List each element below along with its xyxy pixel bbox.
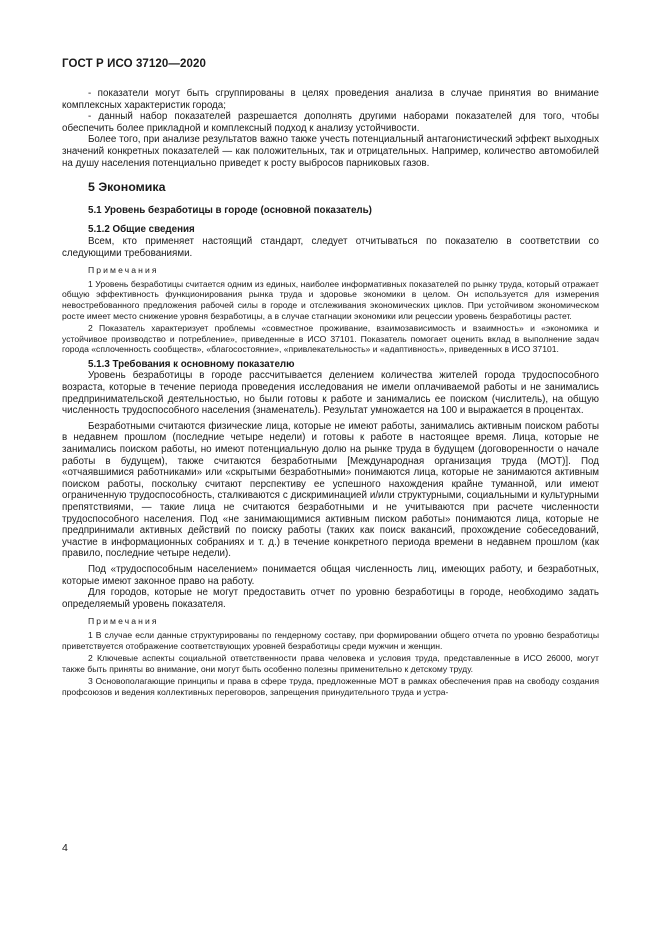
note: 1 В случае если данные структурированы по гендерному составу, при формировании общего отчета по уровню безработицы приветствуется отображение соответствующих уровней безработицы среди мужчин и женщин. <box>62 629 599 651</box>
requirements-paragraph: Для городов, которые не могут предоставить отчет по уровню безработицы в городе, необходимо задать определяемый уровень показателя. <box>62 587 599 610</box>
page-number: 4 <box>62 842 68 854</box>
requirements-paragraph: Под «трудоспособным населением» понимается общая численность лиц, имеющих работу, и безработных, которые имеют законное право на работу. <box>62 563 599 587</box>
intro-paragraph: - данный набор показателей разрешается дополнять другими наборами показателей для того, чтобы обеспечить более прикладной и комплексный подход к анализу устойчивости. <box>62 111 599 134</box>
note: 1 Уровень безработицы считается одним из единых, наиболее информативных показателей по рынку труда, который отражает общую эффективность функционирования рынка труда и здоровье экономики в целом. Он используется для измерения невостребованного предложения рабочей силы в городе и отслеживания экономических циклов. При устойчивом экономическом росте имеет место снижение уровня безработицы, а в случае стагнации экономики или рецессии уровень безработицы растет. <box>62 278 599 321</box>
subsection-heading: 5.1 Уровень безработицы в городе (основной показатель) <box>88 204 372 216</box>
section-heading: 5 Экономика <box>88 180 166 195</box>
note: 2 Показатель характеризует проблемы «совместное проживание, взаимозависимость и взаимность» и «экономика и устойчивое производство и потребление», приведенные в ИСО 37101. Показатель помогает оценить вклад в выполнение задач города «сплоченность сообществ», «благосостояние», «привлекательность» и «адаптивность», приведенных в ИСО 37101. <box>62 323 599 355</box>
general-heading: 5.1.2 Общие сведения <box>88 224 195 236</box>
page-content <box>62 88 599 700</box>
intro-paragraph: - показатели могут быть сгруппированы в целях проведения анализа в случае принятия во внимание комплексных характеристик города; <box>62 88 599 111</box>
notes-title: Примечания <box>88 616 159 627</box>
notes-title: Примечания <box>88 265 159 276</box>
note: 2 Ключевые аспекты социальной ответственности права человека и условия труда, представленные в ИСО 26000, могут также быть приняты во внимание, они могут быть особенно полезны применительно к детскому труду. <box>62 653 599 674</box>
intro-paragraph: Более того, при анализе результатов важно также учесть потенциальный антагонистический эффект выходных значений конкретных показателей — как положительных, так и отрицательных. Например, количество автомобилей на душу населения потенциально приведет к росту выбросов парниковых газов. <box>62 134 599 169</box>
general-text: Всем, кто применяет настоящий стандарт, следует отчитываться по показателю в соответствии со следующими требованиями. <box>62 235 599 259</box>
document-header: ГОСТ Р ИСО 37120—2020 <box>62 58 207 70</box>
requirements-paragraph: Уровень безработицы в городе рассчитывается делением количества жителей города трудоспособного возраста, которые в течение периода проведения исследования не имели оплачиваемой работы и не занимались предпринимательской деятельностью, но были готовы к работе и занимались ее поиском (числитель), на общую численность трудоспособного населения (знаменатель). Результат умножается на 100 и выражается в процентах. <box>62 370 599 417</box>
requirements-paragraph: Безработными считаются физические лица, которые не имеют работы, занимались активным поиском работы в недавнем прошлом (последние четыре недели) и готовы к работе в настоящее время. Лица, которые не занимались поиском работы, но имеют потенциальную долю на рынке труда в будущем (договоренности о начале работы в будущем), также считаются безработными [Международная организация труда (МОТ)]. Под «отчаявшимися работниками» или «скрытыми безработными» понимаются лица, которые не занимаются активным поиском работы, поскольку считают перспективу ее успешного нахождения крайне туманной, или имеют ограниченную трудоспособность, сталкиваются с дискриминацией и/или структурными, социальными и культурными препятствиями, — такие лица не считаются безработными и не учитываются при расчете численности трудоспособного населения. Под «не занимающимися активным писком работы» понимаются лица, которые не предпринимали активных действий по поиску работы (таких как поиск вакансий, прохождение собеседований, участие в информационных собраниях и т. д.) в течение конкретного периода времени в недавнем прошлом (как правило, последние четыре недели). <box>62 420 599 560</box>
note: 3 Основополагающие принципы и права в сфере труда, предложенные МОТ в рамках обеспечения прав на свободу создания профсоюзов и ведения коллективных переговоров, запрещения принудительного труда и устра- <box>62 676 599 697</box>
requirements-heading: 5.1.3 Требования к основному показателю <box>88 358 295 370</box>
